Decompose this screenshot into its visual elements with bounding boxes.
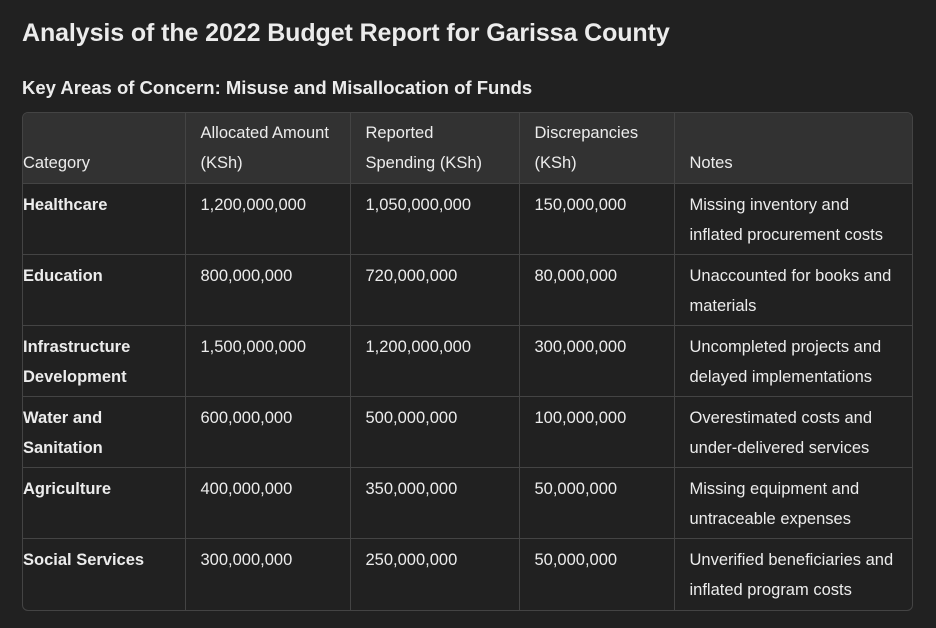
header-allocated-amount: Allocated Amount (KSh) bbox=[185, 113, 350, 184]
cell-category: Agriculture bbox=[23, 480, 112, 498]
cell-allocated: 1,200,000,000 bbox=[185, 184, 350, 255]
cell-discrepancy: 80,000,000 bbox=[519, 255, 674, 326]
cell-notes: Uncompleted projects and delayed implementations bbox=[674, 326, 912, 397]
cell-category: Water and Sanitation bbox=[23, 409, 103, 457]
table-row bbox=[23, 468, 912, 539]
cell-notes: Unverified beneficiaries and inflated program costs bbox=[674, 539, 912, 610]
header-row bbox=[23, 113, 912, 184]
cell-category: Infrastructure Development bbox=[23, 338, 131, 386]
cell-discrepancy: 300,000,000 bbox=[519, 326, 674, 397]
cell-allocated: 300,000,000 bbox=[185, 539, 350, 610]
cell-reported: 350,000,000 bbox=[350, 468, 519, 539]
header-discrepancies: Discrepancies (KSh) bbox=[519, 113, 674, 184]
header-reported-spending: Reported Spending (KSh) bbox=[350, 113, 519, 184]
table-row bbox=[23, 539, 912, 610]
cell-discrepancy: 50,000,000 bbox=[519, 468, 674, 539]
cell-allocated: 600,000,000 bbox=[185, 397, 350, 468]
budget-table-container bbox=[22, 112, 913, 611]
cell-reported: 1,200,000,000 bbox=[350, 326, 519, 397]
cell-category: Social Services bbox=[23, 551, 145, 569]
table-row bbox=[23, 397, 912, 468]
cell-category: Education bbox=[23, 267, 103, 285]
section-heading: Key Areas of Concern: Misuse and Misallocation of Funds bbox=[22, 77, 533, 98]
header-category: Category bbox=[23, 154, 90, 172]
cell-notes: Overestimated costs and under-delivered services bbox=[674, 397, 912, 468]
cell-discrepancy: 50,000,000 bbox=[519, 539, 674, 610]
cell-allocated: 400,000,000 bbox=[185, 468, 350, 539]
budget-table bbox=[23, 113, 912, 610]
cell-notes: Missing equipment and untraceable expenses bbox=[674, 468, 912, 539]
table-header bbox=[23, 113, 912, 184]
cell-reported: 1,050,000,000 bbox=[350, 184, 519, 255]
cell-discrepancy: 150,000,000 bbox=[519, 184, 674, 255]
table-row bbox=[23, 184, 912, 255]
table-body bbox=[23, 184, 912, 610]
cell-notes: Missing inventory and inflated procurement costs bbox=[674, 184, 912, 255]
cell-notes: Unaccounted for books and materials bbox=[674, 255, 912, 326]
cell-discrepancy: 100,000,000 bbox=[519, 397, 674, 468]
cell-allocated: 1,500,000,000 bbox=[185, 326, 350, 397]
header-notes: Notes bbox=[674, 113, 912, 184]
page-title: Analysis of the 2022 Budget Report for Garissa County bbox=[22, 19, 670, 47]
cell-category: Healthcare bbox=[23, 196, 108, 214]
table-row bbox=[23, 255, 912, 326]
cell-reported: 720,000,000 bbox=[350, 255, 519, 326]
table-row bbox=[23, 326, 912, 397]
cell-reported: 250,000,000 bbox=[350, 539, 519, 610]
cell-allocated: 800,000,000 bbox=[185, 255, 350, 326]
cell-reported: 500,000,000 bbox=[350, 397, 519, 468]
